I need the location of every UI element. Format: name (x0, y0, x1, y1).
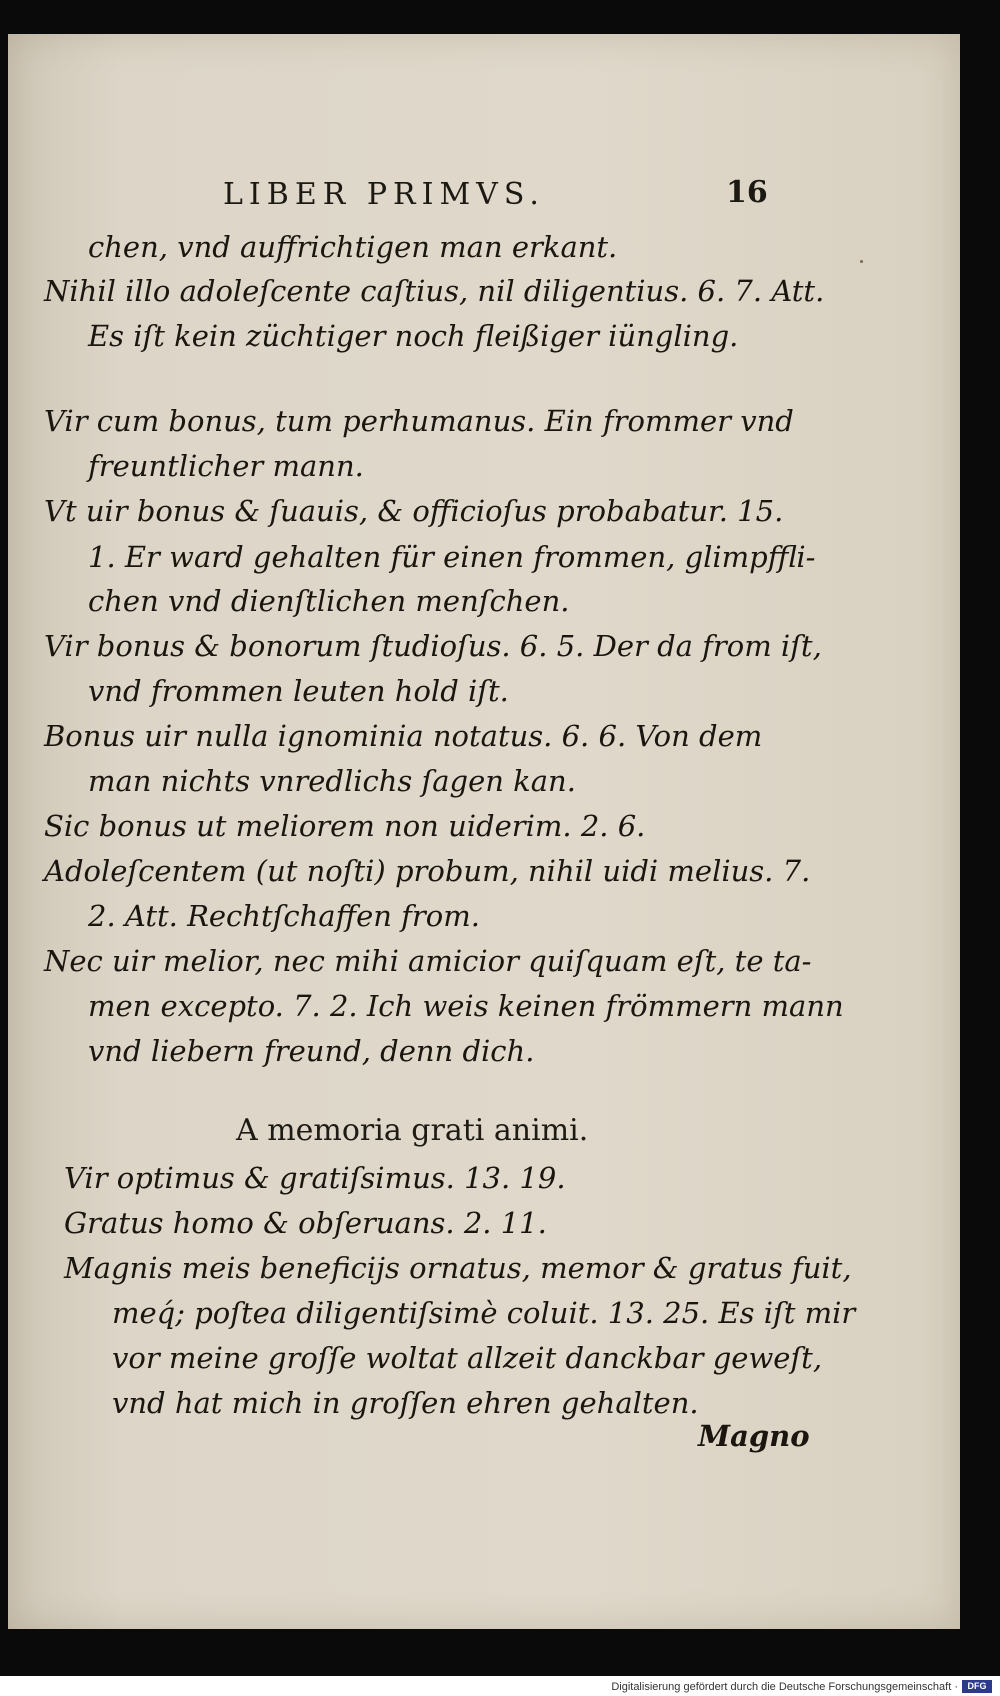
text-line: chen vnd dienſtlichen menſchen. (88, 584, 570, 618)
text-line: Vir bonus & bonorum ſtudioſus. 6. 5. Der da from iſt, (44, 629, 822, 663)
book-page (8, 34, 960, 1629)
paper-speck (860, 260, 863, 263)
text-line: vnd hat mich in groſſen ehren gehalten. (112, 1386, 699, 1420)
text-line: Gratus homo & obſeruans. 2. 11. (64, 1206, 547, 1240)
text-line: Nec uir melior, nec mihi amicior quiſquam eſt, te ta- (44, 944, 812, 978)
text-line: 1. Er ward gehalten für einen frommen, glimpffli- (88, 540, 816, 574)
text-line: Magnis meis beneficijs ornatus, memor & gratus fuit, (64, 1251, 852, 1285)
text-line: Vir cum bonus, tum perhumanus. Ein frommer vnd (44, 404, 794, 438)
text-line: meq́; poſtea diligentiſsimè coluit. 13. 25. Es iſt mir (112, 1296, 856, 1330)
section-heading: A memoria grati animi. (236, 1113, 589, 1148)
dfg-logo: DFG (962, 1680, 992, 1693)
text-line: Sic bonus ut meliorem non uiderim. 2. 6. (44, 809, 646, 843)
page-number: 16 (726, 175, 768, 210)
text-line: vor meine groſſe woltat allzeit danckbar geweſt, (112, 1341, 823, 1375)
text-line: Nihil illo adoleſcente caſtius, nil diligentius. 6. 7. Att. (44, 274, 825, 308)
footer-bar (0, 1676, 1000, 1696)
text-line: 2. Att. Rechtſchaffen from. (88, 899, 480, 933)
text-line: vnd liebern freund, denn dich. (88, 1034, 535, 1068)
running-head: LIBER PRIMVS. (223, 177, 545, 212)
text-line: men excepto. 7. 2. Ich weis keinen frömmern mann (88, 989, 844, 1023)
text-line: Vir optimus & gratiſsimus. 13. 19. (64, 1161, 566, 1195)
text-line: chen, vnd auffrichtigen man erkant. (88, 230, 618, 264)
text-line: man nichts vnredlichs ſagen kan. (88, 764, 576, 798)
text-line: vnd frommen leuten hold iſt. (88, 674, 509, 708)
footer-credit: Digitalisierung gefördert durch die Deutsche Forschungsgemeinschaft · (611, 1681, 958, 1693)
text-line: Es iſt kein züchtiger noch fleißiger iüngling. (88, 319, 739, 353)
text-line: Bonus uir nulla ignominia notatus. 6. 6. Von dem (44, 719, 763, 753)
text-line: Vt uir bonus & ſuauis, & officioſus probabatur. 15. (44, 494, 784, 528)
catchword: Magno (698, 1419, 810, 1453)
text-line: Adoleſcentem (ut noſti) probum, nihil uidi melius. 7. (44, 854, 811, 888)
text-line: freuntlicher mann. (88, 449, 364, 483)
